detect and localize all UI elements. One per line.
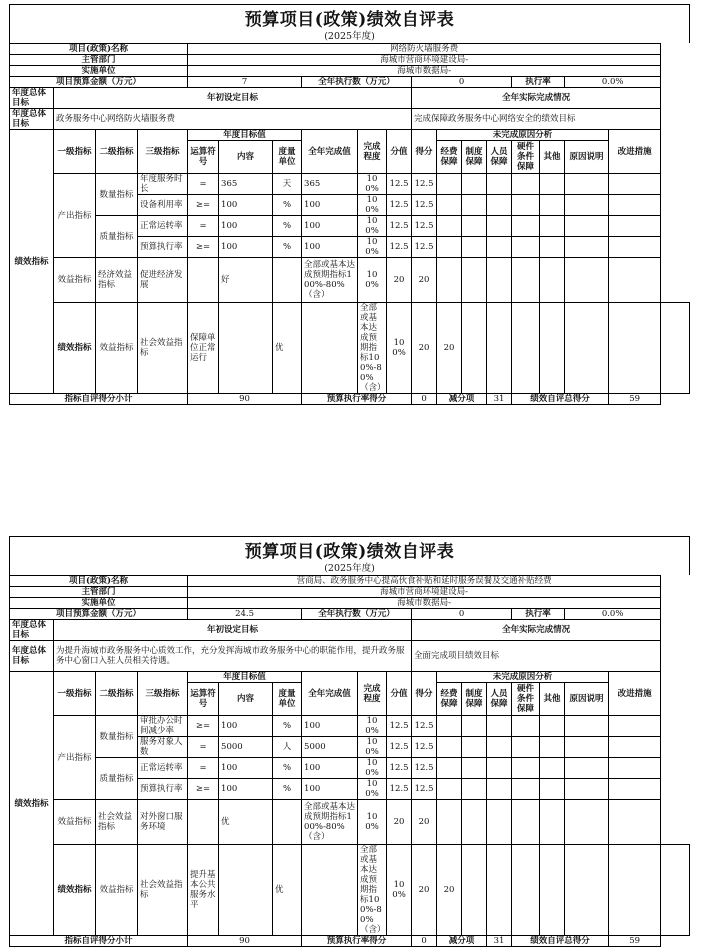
execution-value: 0: [412, 609, 512, 620]
empty-cell: [512, 174, 540, 195]
benefit-content: 优: [219, 800, 273, 845]
benefit-level2: 社会效益指标: [96, 800, 138, 845]
project-name-label: 项目(政策)名称: [10, 44, 188, 55]
benefit-level1: 效益指标: [54, 258, 96, 303]
empty-cell: [437, 716, 462, 737]
empty-cell: [462, 779, 487, 800]
empty-cell: [540, 737, 565, 758]
empty-cell: [565, 779, 609, 800]
reason-analysis-header: 未完成原因分析: [437, 672, 609, 683]
funding-header: 经费保障: [437, 141, 462, 174]
total-score-label: 绩效自评总得分: [512, 394, 609, 405]
empty-cell: [540, 237, 565, 258]
operator-cell: =: [188, 737, 219, 758]
content-cell: 365: [219, 174, 273, 195]
unit-label: 实施单位: [10, 598, 188, 609]
empty-cell: [437, 216, 462, 237]
level2-quantity: 数量指标: [96, 716, 138, 758]
empty-cell: [487, 216, 512, 237]
score-cell: 12.5: [387, 737, 412, 758]
level1-header: 一级指标: [54, 672, 96, 716]
empty-cell: [565, 758, 609, 779]
score-cell: 12.5: [387, 195, 412, 216]
rate-cell: 100%: [358, 737, 387, 758]
reason-note-header: 原因说明: [565, 683, 609, 716]
total-score-value: 59: [609, 936, 661, 947]
value-cell: 100: [302, 216, 358, 237]
points-header: 得分: [412, 672, 437, 716]
department-label: 主管部门: [10, 55, 188, 66]
empty-cell: [609, 845, 661, 936]
operator-cell: ≥=: [188, 716, 219, 737]
system-header: 制度保障: [462, 141, 487, 174]
points-cell: 12.5: [412, 237, 437, 258]
budget-value: 24.5: [188, 609, 302, 620]
empty-cell: [487, 716, 512, 737]
budget-value: 7: [188, 77, 302, 88]
level3-cell: 年度服务时长: [138, 174, 188, 195]
other-header: 其他: [540, 141, 565, 174]
value-cell: 100: [302, 195, 358, 216]
completion-header: 完成程度: [358, 130, 387, 174]
empty-cell: [512, 303, 540, 394]
empty-cell: [512, 737, 540, 758]
subtotal-value: 90: [188, 936, 302, 947]
last-score: 20: [412, 303, 437, 394]
empty-cell: [512, 800, 540, 845]
unit-measure-header: 度量单位: [273, 141, 302, 174]
subtotal-label: 指标自评得分小计: [10, 936, 188, 947]
content-cell: 100: [219, 716, 273, 737]
empty-cell: [540, 174, 565, 195]
perf-indicator-label: 绩效指标: [10, 672, 54, 936]
content-cell: 100: [219, 216, 273, 237]
empty-cell: [487, 800, 512, 845]
operator-header: 运算符号: [188, 141, 219, 174]
empty-cell: [487, 195, 512, 216]
subtotal-value: 90: [188, 394, 302, 405]
empty-cell: [437, 237, 462, 258]
empty-cell: [512, 216, 540, 237]
empty-cell: [609, 737, 661, 758]
budget-label: 项目预算金额（万元）: [10, 77, 188, 88]
unit-cell: 人: [273, 737, 302, 758]
annual-goal-label: 年度总体目标: [10, 88, 54, 109]
exec-rate-value: 0.0%: [565, 609, 661, 620]
rate-cell: 100%: [358, 195, 387, 216]
empty-cell: [565, 258, 609, 303]
last-points: 20: [437, 845, 462, 936]
actual-goal-header: 全年实际完成情况: [412, 88, 661, 109]
budget-exec-score-label: 预算执行率得分: [302, 394, 412, 405]
value-cell: 100: [302, 779, 358, 800]
level2-header: 二级指标: [96, 672, 138, 716]
budget-exec-score-value: 0: [412, 936, 437, 947]
empty-cell: [437, 737, 462, 758]
level3-cell: 设备利用率: [138, 195, 188, 216]
score-header: 分值: [387, 130, 412, 174]
empty-cell: [540, 195, 565, 216]
points-cell: 12.5: [412, 716, 437, 737]
benefit-content: 好: [219, 258, 273, 303]
empty-cell: [540, 758, 565, 779]
empty-cell: [302, 845, 358, 936]
benefit-points: 20: [412, 258, 437, 303]
value-cell: 365: [302, 174, 358, 195]
initial-goal-header: 年初设定目标: [54, 88, 412, 109]
other-header: 其他: [540, 683, 565, 716]
empty-cell: [219, 303, 273, 394]
empty-cell: [437, 195, 462, 216]
annual-goal-label: 年度总体目标: [10, 620, 54, 641]
perf-indicator-label-2: 绩效指标: [54, 845, 96, 936]
unit-value: 海城市数据局-: [188, 598, 661, 609]
empty-cell: [487, 258, 512, 303]
deduction-label: 减分项: [437, 394, 487, 405]
execution-label: 全年执行数（万元）: [302, 77, 412, 88]
empty-cell: [302, 303, 358, 394]
operator-header: 运算符号: [188, 683, 219, 716]
execution-value: 0: [412, 77, 512, 88]
unit-cell: %: [273, 716, 302, 737]
empty-cell: [487, 237, 512, 258]
initial-goal-value: 政务服务中心网络防火墙服务费: [54, 109, 412, 130]
content-cell: 100: [219, 195, 273, 216]
empty-cell: [273, 800, 302, 845]
budget-label: 项目预算金额（万元）: [10, 609, 188, 620]
output-indicator: 产出指标: [54, 174, 96, 258]
level2-quality: 质量指标: [96, 216, 138, 258]
budget-exec-score-label: 预算执行率得分: [302, 936, 412, 947]
empty-cell: [512, 779, 540, 800]
empty-cell: [609, 258, 661, 303]
empty-cell: [565, 237, 609, 258]
evaluation-form-2: [9, 536, 690, 947]
empty-cell: [487, 174, 512, 195]
department-label: 主管部门: [10, 587, 188, 598]
points-cell: 12.5: [412, 174, 437, 195]
last-rate: 100%: [387, 845, 412, 936]
points-header: 得分: [412, 130, 437, 174]
last-level3: 保障单位正常运行: [188, 303, 219, 394]
value-cell: 5000: [302, 737, 358, 758]
score-cell: 12.5: [387, 237, 412, 258]
empty-cell: [565, 174, 609, 195]
exec-rate-label: 执行率: [512, 609, 565, 620]
empty-cell: [487, 758, 512, 779]
empty-cell: [565, 716, 609, 737]
empty-cell: [512, 716, 540, 737]
empty-cell: [219, 845, 273, 936]
content-cell: 5000: [219, 737, 273, 758]
unit-value: 海城市数据局-: [188, 66, 661, 77]
benefit-rate: 100%: [358, 258, 387, 303]
empty-cell: [487, 845, 512, 936]
project-name-value: 营商局、政务服务中心提高伙食补贴和延时服务误餐及交通补贴经费: [188, 576, 661, 587]
empty-cell: [540, 716, 565, 737]
benefit-level3: 促进经济发展: [138, 258, 188, 303]
last-value: 全部或基本达成预期指标100%-80%（含）: [358, 845, 387, 936]
empty-cell: [512, 758, 540, 779]
unit-label: 实施单位: [10, 66, 188, 77]
empty-cell: [437, 779, 462, 800]
empty-cell: [609, 716, 661, 737]
score-cell: 12.5: [387, 779, 412, 800]
empty-cell: [462, 845, 487, 936]
level3-header: 三级指标: [138, 130, 188, 174]
budget-exec-score-value: 0: [412, 394, 437, 405]
deduction-label: 减分项: [437, 936, 487, 947]
initial-goal-header: 年初设定目标: [54, 620, 412, 641]
empty-cell: [565, 195, 609, 216]
last-score: 20: [412, 845, 437, 936]
content-header: 内容: [219, 141, 273, 174]
level2-quality: 质量指标: [96, 758, 138, 800]
empty-cell: [540, 800, 565, 845]
empty-cell: [540, 216, 565, 237]
target-value-header: 年度目标值: [188, 672, 302, 683]
empty-cell: [565, 737, 609, 758]
empty-cell: [512, 195, 540, 216]
unit-measure-header: 度量单位: [273, 683, 302, 716]
total-score-value: 59: [609, 394, 661, 405]
level3-cell: 审批办公时间减少率: [138, 716, 188, 737]
improvement-header: 改进措施: [609, 672, 661, 716]
operator-cell: =: [188, 216, 219, 237]
empty-cell: [609, 800, 661, 845]
content-cell: 100: [219, 779, 273, 800]
annual-goal-label-2: 年度总体目标: [10, 109, 54, 130]
rate-cell: 100%: [358, 716, 387, 737]
benefit-points: 20: [412, 800, 437, 845]
level3-cell: 预算执行率: [138, 779, 188, 800]
form-year: (2025年度): [324, 563, 375, 574]
empty-cell: [437, 758, 462, 779]
rate-cell: 100%: [358, 216, 387, 237]
empty-cell: [462, 237, 487, 258]
unit-cell: %: [273, 195, 302, 216]
operator-cell: =: [188, 758, 219, 779]
points-cell: 12.5: [412, 779, 437, 800]
value-cell: 100: [302, 237, 358, 258]
empty-cell: [540, 258, 565, 303]
empty-cell: [609, 174, 661, 195]
empty-cell: [661, 303, 690, 394]
level1-header: 一级指标: [54, 130, 96, 174]
operator-cell: =: [188, 174, 219, 195]
exec-rate-value: 0.0%: [565, 77, 661, 88]
rate-cell: 100%: [358, 758, 387, 779]
content-header: 内容: [219, 683, 273, 716]
benefit-level3: 对外窗口服务环境: [138, 800, 188, 845]
benefit-value: 全部或基本达成预期指标100%-80%（含）: [302, 258, 358, 303]
content-cell: 100: [219, 758, 273, 779]
form-header: [9, 536, 690, 575]
score-cell: 12.5: [387, 174, 412, 195]
empty-cell: [609, 779, 661, 800]
evaluation-table: [9, 43, 690, 405]
operator-cell: ≥=: [188, 779, 219, 800]
unit-cell: %: [273, 216, 302, 237]
full-year-value-header: 全年完成值: [302, 130, 358, 174]
unit-cell: %: [273, 237, 302, 258]
last-content: 优: [273, 845, 302, 936]
benefit-score: 20: [387, 258, 412, 303]
empty-cell: [512, 258, 540, 303]
actual-goal-value: 全面完成项目绩效目标: [412, 641, 661, 672]
empty-cell: [661, 845, 690, 936]
last-value: 全部或基本达成预期指标100%-80%（含）: [358, 303, 387, 394]
empty-cell: [540, 845, 565, 936]
subtotal-label: 指标自评得分小计: [10, 394, 188, 405]
empty-cell: [609, 237, 661, 258]
form-header: [9, 4, 690, 43]
score-header: 分值: [387, 672, 412, 716]
level2-header: 二级指标: [96, 130, 138, 174]
actual-goal-header: 全年实际完成情况: [412, 620, 661, 641]
last-level1: 效益指标: [96, 303, 138, 394]
score-cell: 12.5: [387, 216, 412, 237]
content-cell: 100: [219, 237, 273, 258]
points-cell: 12.5: [412, 758, 437, 779]
level3-cell: 预算执行率: [138, 237, 188, 258]
empty-cell: [540, 303, 565, 394]
benefit-level1: 效益指标: [54, 800, 96, 845]
empty-cell: [565, 303, 609, 394]
deduction-value: 31: [487, 936, 512, 947]
form-title: 预算项目(政策)绩效自评表: [244, 10, 455, 30]
target-value-header: 年度目标值: [188, 130, 302, 141]
hardware-header: 硬件条件保障: [512, 683, 540, 716]
empty-cell: [462, 174, 487, 195]
form-year: (2025年度): [324, 31, 375, 42]
empty-cell: [609, 303, 661, 394]
benefit-level2: 经济效益指标: [96, 258, 138, 303]
empty-cell: [188, 258, 219, 303]
evaluation-table: [9, 575, 690, 947]
full-year-value-header: 全年完成值: [302, 672, 358, 716]
reason-analysis-header: 未完成原因分析: [437, 130, 609, 141]
personnel-header: 人员保障: [487, 683, 512, 716]
empty-cell: [609, 758, 661, 779]
department-value: 海城市营商环境建设局-: [188, 587, 661, 598]
empty-cell: [609, 216, 661, 237]
score-cell: 12.5: [387, 758, 412, 779]
execution-label: 全年执行数（万元）: [302, 609, 412, 620]
empty-cell: [437, 258, 462, 303]
last-rate: 100%: [387, 303, 412, 394]
empty-cell: [462, 195, 487, 216]
empty-cell: [565, 800, 609, 845]
perf-indicator-label: 绩效指标: [10, 130, 54, 394]
operator-cell: ≥=: [188, 195, 219, 216]
operator-cell: ≥=: [188, 237, 219, 258]
empty-cell: [462, 800, 487, 845]
value-cell: 100: [302, 758, 358, 779]
empty-cell: [437, 800, 462, 845]
level2-quantity: 数量指标: [96, 174, 138, 216]
empty-cell: [565, 216, 609, 237]
empty-cell: [487, 779, 512, 800]
rate-cell: 100%: [358, 779, 387, 800]
empty-cell: [462, 258, 487, 303]
empty-cell: [540, 779, 565, 800]
empty-cell: [609, 195, 661, 216]
unit-cell: 天: [273, 174, 302, 195]
empty-cell: [462, 758, 487, 779]
value-cell: 100: [302, 716, 358, 737]
level3-cell: 服务对象人数: [138, 737, 188, 758]
form-title: 预算项目(政策)绩效自评表: [244, 542, 455, 562]
system-header: 制度保障: [462, 683, 487, 716]
score-cell: 12.5: [387, 716, 412, 737]
rate-cell: 100%: [358, 174, 387, 195]
annual-goal-label-2: 年度总体目标: [10, 641, 54, 672]
last-points: 20: [437, 303, 462, 394]
output-indicator: 产出指标: [54, 716, 96, 800]
exec-rate-label: 执行率: [512, 77, 565, 88]
empty-cell: [188, 800, 219, 845]
improvement-header: 改进措施: [609, 130, 661, 174]
last-level1: 效益指标: [96, 845, 138, 936]
total-score-label: 绩效自评总得分: [512, 936, 609, 947]
points-cell: 12.5: [412, 737, 437, 758]
project-name-label: 项目(政策)名称: [10, 576, 188, 587]
perf-indicator-label-2: 绩效指标: [54, 303, 96, 394]
hardware-header: 硬件条件保障: [512, 141, 540, 174]
empty-cell: [462, 216, 487, 237]
last-level2: 社会效益指标: [138, 303, 188, 394]
empty-cell: [487, 303, 512, 394]
empty-cell: [565, 845, 609, 936]
project-name-value: 网络防火墙服务费: [188, 44, 661, 55]
completion-header: 完成程度: [358, 672, 387, 716]
empty-cell: [462, 303, 487, 394]
personnel-header: 人员保障: [487, 141, 512, 174]
empty-cell: [512, 237, 540, 258]
empty-cell: [462, 737, 487, 758]
level3-header: 三级指标: [138, 672, 188, 716]
benefit-rate: 100%: [358, 800, 387, 845]
actual-goal-value: 完成保障政务服务中心网络安全的绩效目标: [412, 109, 661, 130]
evaluation-form-1: [9, 4, 690, 405]
deduction-value: 31: [487, 394, 512, 405]
rate-cell: 100%: [358, 237, 387, 258]
points-cell: 12.5: [412, 195, 437, 216]
department-value: 海城市营商环境建设局-: [188, 55, 661, 66]
initial-goal-value: 为提升海城市政务服务中心质效工作，充分发挥海城市政务服务中心的职能作用，提升政务服务中心窗口入驻人员相关待遇。: [54, 641, 412, 672]
empty-cell: [512, 845, 540, 936]
empty-cell: [487, 737, 512, 758]
benefit-score: 20: [387, 800, 412, 845]
last-level3: 提升基本公共服务水平: [188, 845, 219, 936]
empty-cell: [437, 174, 462, 195]
benefit-value: 全部或基本达成预期指标100%-80%（含）: [302, 800, 358, 845]
level3-cell: 正常运转率: [138, 758, 188, 779]
last-level2: 社会效益指标: [138, 845, 188, 936]
unit-cell: %: [273, 758, 302, 779]
last-content: 优: [273, 303, 302, 394]
unit-cell: %: [273, 779, 302, 800]
empty-cell: [462, 716, 487, 737]
points-cell: 12.5: [412, 216, 437, 237]
level3-cell: 正常运转率: [138, 216, 188, 237]
funding-header: 经费保障: [437, 683, 462, 716]
reason-note-header: 原因说明: [565, 141, 609, 174]
empty-cell: [273, 258, 302, 303]
